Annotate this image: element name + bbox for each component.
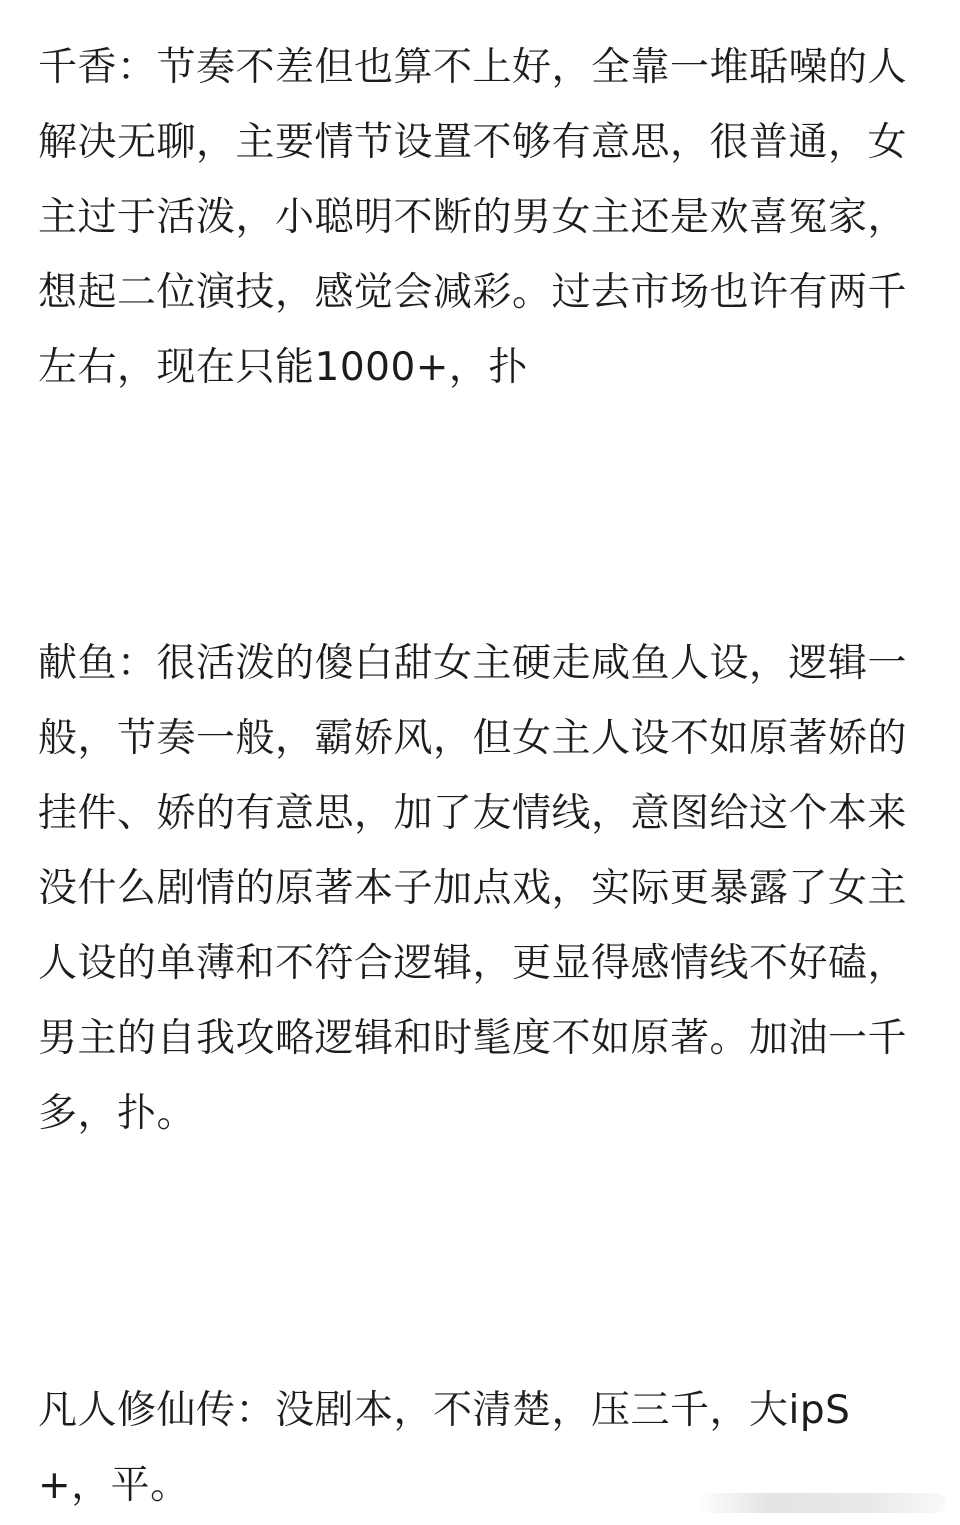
review-paragraph-qianxiang: 千香：节奏不差但也算不上好，全靠一堆聒噪的人解决无聊，主要情节设置不够有意思，很普通，女主过于活泼，小聪明不断的男女主还是欢喜冤家，想起二位演技，感觉会减彩。过去市场也许有两千左右，现在只能1000+，扑 [38,45,908,390]
review-paragraph-xianyu: 献鱼：很活泼的傻白甜女主硬走咸鱼人设，逻辑一般，节奏一般，霸娇风，但女主人设不如原著娇的挂件、娇的有意思，加了友情线，意图给这个本来没什么剧情的原著本子加点戏，实际更暴露了女主人设的单薄和不符合逻辑，更显得感情线不好磕，男主的自我攻略逻辑和时髦度不如原著。加油一千多，扑。 [38,641,908,1136]
watermark [696,1493,946,1513]
review-paragraph-fanren: 凡人修仙传：没剧本，不清楚，压三千，大ipS+，平。 [38,1388,851,1508]
